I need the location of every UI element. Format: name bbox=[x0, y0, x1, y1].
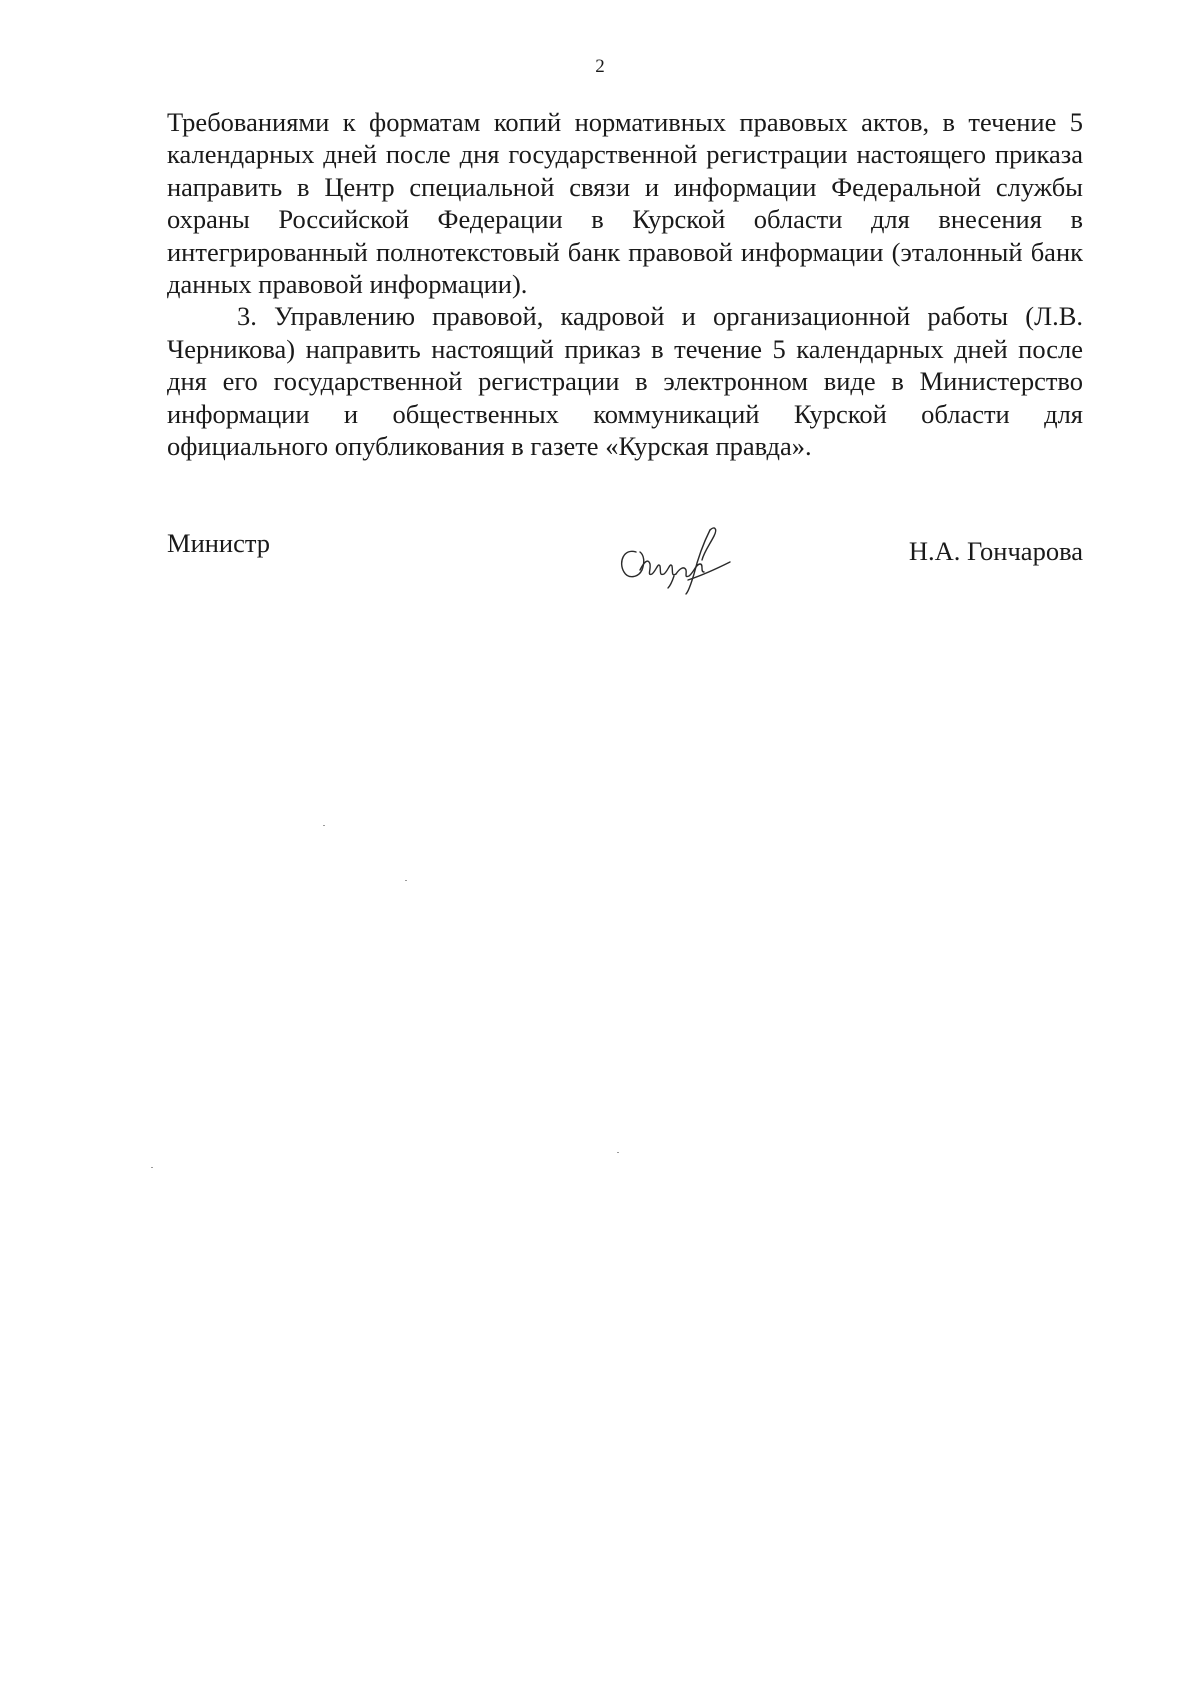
document-body bbox=[167, 106, 1083, 462]
signature-block bbox=[167, 522, 1083, 602]
scan-speck bbox=[617, 1152, 619, 1153]
scan-speck bbox=[405, 880, 407, 881]
signer-name: Н.А. Гончарова bbox=[908, 536, 1083, 566]
scan-speck bbox=[151, 1167, 153, 1168]
scan-speck bbox=[323, 825, 325, 826]
paragraph-continuation: Требованиями к форматам копий нормативных правовых актов, в течение 5 календарных дней после дня государственной регистрации настоящего приказа направить в Центр специальной связи и информации Федеральной службы охраны Российской Федерации в Курской области для внесения в интегрированный полнотекстовый банк правовой информации (эталонный банк данных правовой информации). bbox=[167, 107, 1083, 300]
page-number: 2 bbox=[595, 56, 605, 77]
paragraph-item-3: 3. Управлению правовой, кадровой и организационной работы (Л.В. Черникова) направить настоящий приказ в течение 5 календарных дней после дня его государственной регистрации в электронном виде в Министерство информации и общественных коммуникаций Курской области для официального опубликования в газете «Курская правда». bbox=[167, 301, 1083, 462]
handwritten-signature bbox=[614, 522, 738, 596]
signer-position: Министр bbox=[167, 528, 271, 558]
